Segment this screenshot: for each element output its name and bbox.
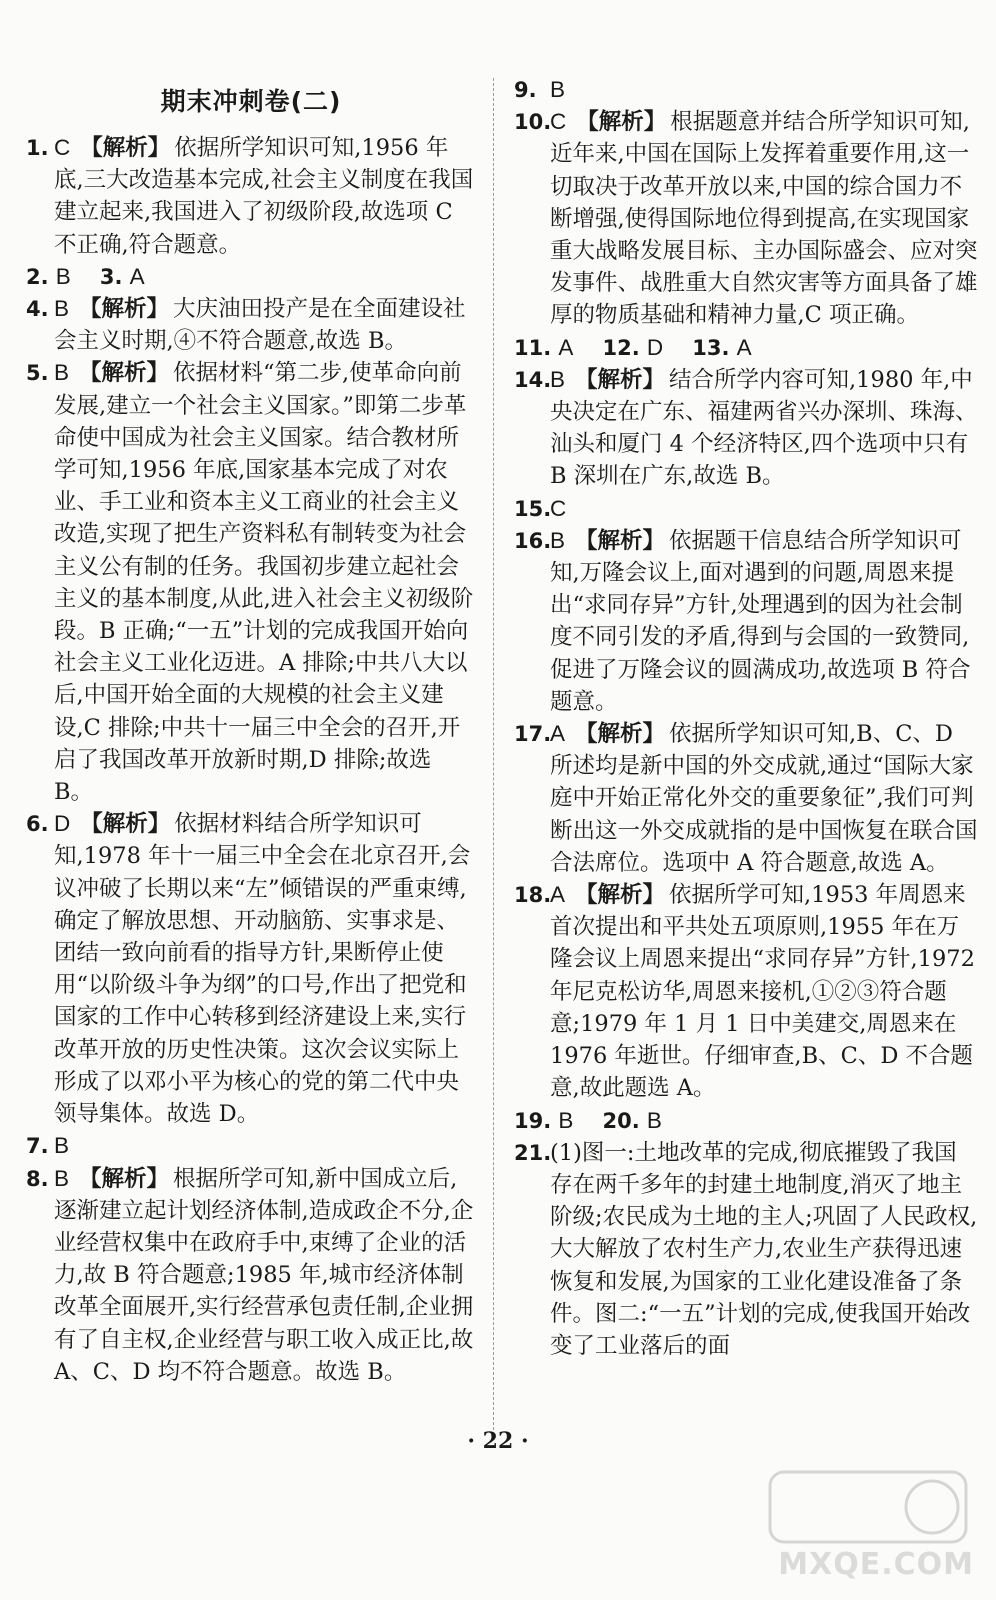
answer-letter: B xyxy=(54,1165,70,1191)
analysis-tag: 【解析】 xyxy=(79,1165,170,1192)
answer-item xyxy=(26,293,476,357)
question-number: 5. xyxy=(26,361,49,386)
left-column xyxy=(26,72,476,1388)
answer-letter: B xyxy=(54,1133,70,1159)
question-number: 15. xyxy=(514,496,552,521)
answer-item xyxy=(514,718,978,879)
answer-item xyxy=(514,1137,978,1362)
analysis-text: (1)图一:土地改革的完成,彻底摧毁了我国存在两千多年的封建土地制度,消灭了地主阶级;农民成为土地的主人;巩固了人民政权,大大解放了农村生产力,农业生产获得迅速恢复和发展,为国家的工业化建设准备了条件。图二:“一五”计划的完成,使我国开始改变了工业落后的面 xyxy=(550,1139,978,1359)
analysis-tag: 【解析】 xyxy=(575,721,666,748)
watermark-badge-icon xyxy=(764,1462,974,1552)
question-number: 8. xyxy=(26,1166,49,1191)
answer-letter: A xyxy=(550,882,566,908)
analysis-text: 依据所学可知,1953 年周恩来首次提出和平共处五项原则,1955 年在万隆会议上周恩来提出“求同存异”方针,1972 年尼克松访华,周恩来接机,①②③符合题意;1979 年 1 月 1 日中美建交,周恩来在 1976 年逝世。仔细审查,B、C、D 不合题意,故此题选 A。 xyxy=(550,882,975,1102)
answer-item xyxy=(514,364,978,493)
analysis-text: 根据所学可知,新中国成立后,逐渐建立起计划经济体制,造成政企不分,企业经营权集中在政府手中,束缚了企业的活力,故 B 符合题意;1985 年,城市经济体制改革全面展开,实行经营承包责任制,企业拥有了自主权,企业经营与职工收入成正比,故 A、C、D 均不符合题意。故选 B。 xyxy=(54,1165,474,1385)
analysis-tag: 【解析】 xyxy=(575,366,666,393)
analysis-text: 依据题干信息结合所学知识可知,万隆会议上,面对遇到的问题,周恩来提出“求同存异”方针,处理遇到的因为社会制度不同引发的矛盾,得到与会国的一致赞同,促进了万隆会议的圆满成功,故选项 B 符合题意。 xyxy=(550,527,971,715)
answer-letter: B xyxy=(55,263,71,289)
answer-item xyxy=(26,1163,476,1388)
question-number: 12. xyxy=(602,335,640,360)
watermark-logo xyxy=(764,1462,974,1582)
analysis-text: 依据所学知识可知,B、C、D 所述均是新中国的外交成就,通过“国际大家庭中开始正常化外交的重要象征”,我们可判断出这一外交成就指的是中国恢复在联合国合法席位。选项中 A 符合题意,故选 A。 xyxy=(550,721,978,876)
analysis-text: 依据所学知识可知,1956 年底,三大改造基本完成,社会主义制度在我国建立起来,我国进入了初级阶段,故选项 C 不正确,符合题意。 xyxy=(54,135,474,258)
answer-item xyxy=(514,879,978,1104)
question-number: 2. xyxy=(26,264,49,289)
answer-item xyxy=(514,106,978,331)
right-column xyxy=(514,74,978,1362)
answer-item xyxy=(514,1105,978,1137)
question-number: 16. xyxy=(514,528,552,553)
question-number: 1. xyxy=(26,136,49,160)
watermark-url: MXQE.COM xyxy=(778,1547,974,1582)
answer-item xyxy=(26,132,476,261)
question-number: 20. xyxy=(602,1108,640,1133)
analysis-tag: 【解析】 xyxy=(575,527,666,554)
answer-letter: C xyxy=(550,495,567,521)
answer-item xyxy=(514,332,978,364)
question-number: 7. xyxy=(26,1134,49,1159)
analysis-tag: 【解析】 xyxy=(575,882,666,909)
answer-item xyxy=(514,74,978,106)
answer-letter: B xyxy=(646,1107,662,1133)
answer-letter: A xyxy=(129,263,145,289)
question-number: 14. xyxy=(514,367,552,392)
answer-letter: B xyxy=(54,360,70,386)
answer-letter: B xyxy=(550,527,566,553)
question-number: 3. xyxy=(99,264,123,289)
column-divider xyxy=(493,78,494,1430)
analysis-text: 大庆油田投产是在全面建设社会主义时期,④不符合题意,故选 B。 xyxy=(54,296,466,355)
page-number: · 22 · xyxy=(467,1428,529,1454)
question-number: 19. xyxy=(514,1108,552,1133)
answer-letter: C xyxy=(550,109,567,135)
analysis-text: 根据题意并结合所学知识可知,近年来,中国在国际上发挥着重要作用,这一切取决于改革开放以来,中国的综合国力不断增强,使得国际地位得到提高,在实现国家重大战略发展目标、主办国际盛会、应对突发事件、战胜重大自然灾害等方面具备了雄厚的物质基础和精神力量,C 项正确。 xyxy=(550,109,978,329)
analysis-text: 依据材料“第二步,使革命向前发展,建立一个社会主义国家。”即第二步革命使中国成为社会主义国家。结合教材所学可知,1956 年底,国家基本完成了对农业、手工业和资本主义工商业的社会主义改造,实现了把生产资料私有制转变为社会主义公有制的任务。我国初步建立起社会主义的基本制度,从此,进入社会主义初级阶段。B 正确;“一五”计划的完成我国开始向社会主义工业化迈进。A 排除;中共八大以后,中国开始全面的大规模的社会主义建设,C 排除;中共十一届三中全会的召开,开启了我国改革开放新时期,D 排除;故选 B。 xyxy=(54,360,474,806)
question-number: 4. xyxy=(26,297,49,322)
answer-item xyxy=(26,261,476,293)
answer-letter: C xyxy=(54,135,71,160)
answer-item xyxy=(26,1130,476,1162)
answer-letter: A xyxy=(558,334,574,360)
answer-letter: B xyxy=(550,366,566,392)
answer-item xyxy=(514,525,978,718)
page-title: 期末冲刺卷(二) xyxy=(160,87,342,116)
question-number: 17. xyxy=(514,722,552,747)
question-number: 11. xyxy=(514,335,552,360)
analysis-text: 依据材料结合所学知识可知,1978 年十一届三中全会在北京召开,会议冲破了长期以来“左”倾错误的严重束缚,确定了解放思想、开动脑筋、实事求是、团结一致向前看的指导方针,果断停止使用“以阶级斗争为纲”的口号,作出了把党和国家的工作中心转移到经济建设上来,实行改革开放的历史性决策。这次会议实际上形成了以邓小平为核心的党的第二代中央领导集体。故选 D。 xyxy=(54,811,471,1128)
question-number: 9. xyxy=(514,78,537,102)
answer-letter: B xyxy=(558,1107,574,1133)
answer-letter: A xyxy=(550,721,566,747)
question-number: 6. xyxy=(26,812,49,837)
answer-letter: D xyxy=(54,811,71,837)
answer-item xyxy=(26,808,476,1130)
analysis-tag: 【解析】 xyxy=(79,360,170,387)
question-number: 10. xyxy=(514,110,552,135)
answer-letter: A xyxy=(736,334,752,360)
analysis-tag: 【解析】 xyxy=(80,811,171,838)
answer-item xyxy=(514,493,978,525)
analysis-tag: 【解析】 xyxy=(79,296,170,323)
analysis-text: 结合所学内容可知,1980 年,中央决定在广东、福建两省兴办深圳、珠海、汕头和厦门 4 个经济特区,四个选项中只有 B 深圳在广东,故选 B。 xyxy=(550,366,978,490)
question-number: 21. xyxy=(514,1140,552,1165)
question-number: 18. xyxy=(514,883,552,908)
answer-letter: D xyxy=(646,334,664,360)
question-number: 13. xyxy=(692,335,730,360)
analysis-tag: 【解析】 xyxy=(80,135,171,161)
answer-letter: B xyxy=(550,77,566,102)
answer-letter: B xyxy=(54,296,70,322)
answer-item xyxy=(26,357,476,808)
analysis-tag: 【解析】 xyxy=(576,109,667,136)
